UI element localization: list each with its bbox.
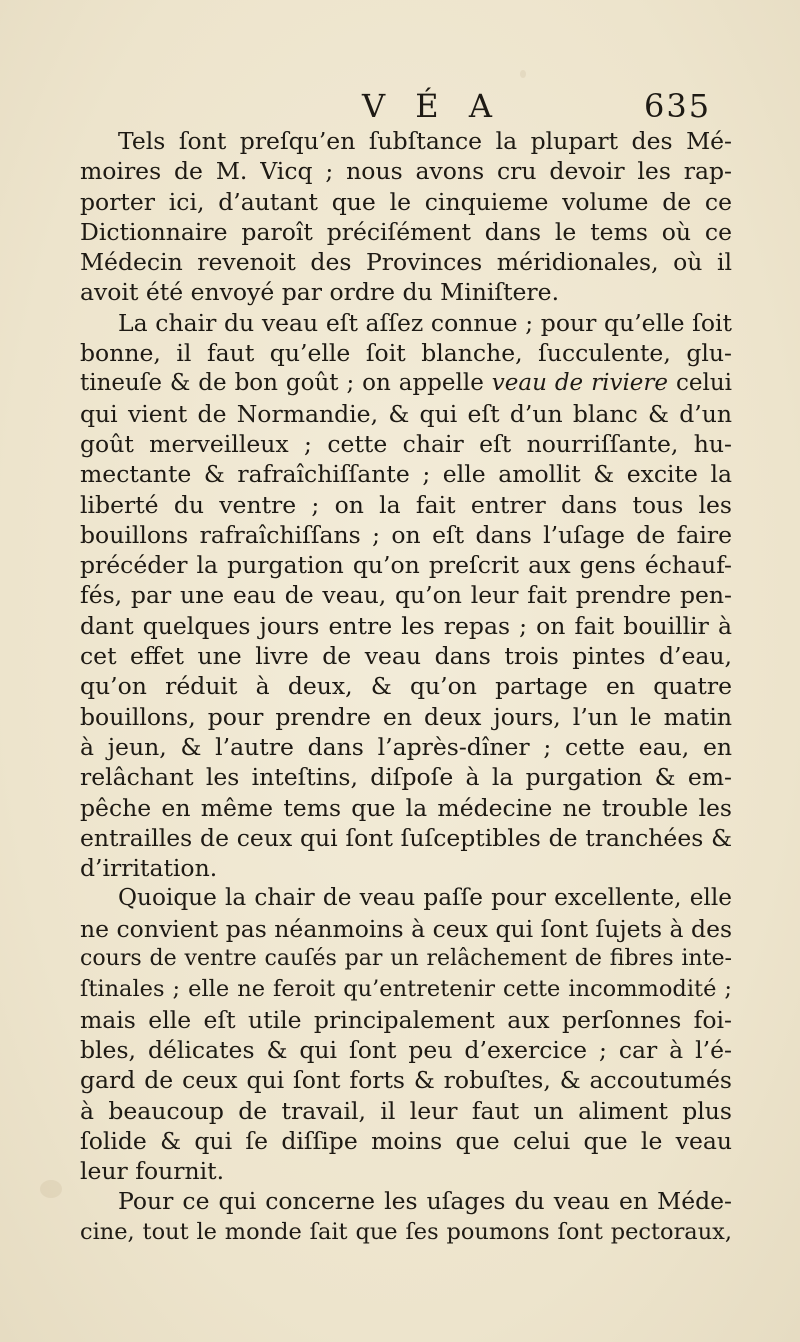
text-line: leur fournit. xyxy=(80,1157,225,1186)
text-line: ſtinales ; elle ne feroit qu’entretenir cette incommodité ; xyxy=(80,976,732,1003)
text-line: bonne, il faut qu’elle ſoit blanche, ſucculente, glu- xyxy=(80,339,732,368)
italic-term: veau de riviere xyxy=(491,370,669,397)
paragraph-3 xyxy=(80,883,732,1186)
text-line: Quoique la chair de veau paſſe pour excellente, elle xyxy=(118,884,732,912)
text-line: dant quelques jours entre les repas ; on fait bouillir à xyxy=(80,611,732,640)
text-line: mectante & rafraîchiſſante ; elle amollit & excite la xyxy=(80,460,732,489)
text-line: bles, délicates & qui ſont peu d’exercice ; car à l’é- xyxy=(80,1035,732,1064)
text-line: gard de ceux qui ſont forts & robuſtes, & accoutumés xyxy=(80,1066,732,1095)
text-line: qu’on réduit à deux, & qu’on partage en quatre xyxy=(80,672,732,701)
text-line: cine, tout le monde ſait que ſes poumons ſont pectoraux, xyxy=(80,1218,732,1245)
text-line: à jeun, & l’autre dans l’après-dîner ; cette eau, en xyxy=(80,732,732,761)
text-line: tineuſe & de bon goût ; on appelle veau de riviere celui xyxy=(80,370,732,397)
running-title: V É A xyxy=(362,87,502,125)
page-number: 635 xyxy=(644,87,712,125)
text-line: moires de M. Vicq ; nous avons cru devoir les rap- xyxy=(80,157,732,186)
paragraph-1 xyxy=(80,126,732,308)
text-line: pêche en même tems que la médecine ne trouble les xyxy=(80,793,732,822)
text-line: bouillons rafraîchiſſans ; on eſt dans l’uſage de faire xyxy=(80,520,732,549)
article-body xyxy=(80,126,732,1247)
text-line: à beaucoup de travail, il leur faut un aliment plus xyxy=(80,1096,732,1125)
text-line: ſolide & qui ſe diſſipe moins que celui que le veau xyxy=(80,1126,732,1155)
text-line: ne convient pas néanmoins à ceux qui ſont ſujets à des xyxy=(80,914,733,943)
paper-stain xyxy=(520,70,526,78)
text-line: Pour ce qui concerne les uſages du veau en Méde- xyxy=(118,1187,732,1216)
text-line: bouillons, pour prendre en deux jours, l’un le matin xyxy=(80,702,732,731)
page-header xyxy=(0,84,800,128)
text-line: Dictionnaire paroît préciſément dans le tems où ce xyxy=(80,217,732,246)
text-line: La chair du veau eſt aſſez connue ; pour qu’elle ſoit xyxy=(118,308,732,337)
text-line: Médecin revenoit des Provinces méridionales, où il xyxy=(80,248,732,277)
paper-stain xyxy=(40,1180,62,1198)
text-line: cours de ventre cauſés par un relâchement de fibres inte- xyxy=(80,946,732,972)
text-line: précéder la purgation qu’on preſcrit aux gens échauf- xyxy=(80,551,732,580)
text-line: avoit été envoyé par ordre du Miniſtere. xyxy=(80,278,560,307)
text-line: liberté du ventre ; on la fait entrer dans tous les xyxy=(80,490,732,519)
paragraph-4 xyxy=(80,1186,732,1247)
text-line: mais elle eſt utile principalement aux perſonnes foi- xyxy=(80,1005,732,1034)
text-line: fés, par une eau de veau, qu’on leur fait prendre pen- xyxy=(80,581,732,610)
text-line: cet effet une livre de veau dans trois pintes d’eau, xyxy=(80,642,732,671)
text-line: entrailles de ceux qui ſont ſuſceptibles de tranchées & xyxy=(80,823,732,852)
text-line: porter ici, d’autant que le cinquieme volume de ce xyxy=(80,187,732,216)
text-line: Tels ſont preſqu’en ſubſtance la plupart des Mé- xyxy=(118,127,732,155)
text-line: goût merveilleux ; cette chair eſt nourriſſante, hu- xyxy=(80,429,732,458)
text-line: relâchant les inteſtins, diſpoſe à la purgation & em- xyxy=(80,763,732,792)
text-line: d’irritation. xyxy=(80,854,218,883)
text-line: qui vient de Normandie, & qui eſt d’un blanc & d’un xyxy=(80,399,732,428)
paragraph-2 xyxy=(80,308,732,884)
